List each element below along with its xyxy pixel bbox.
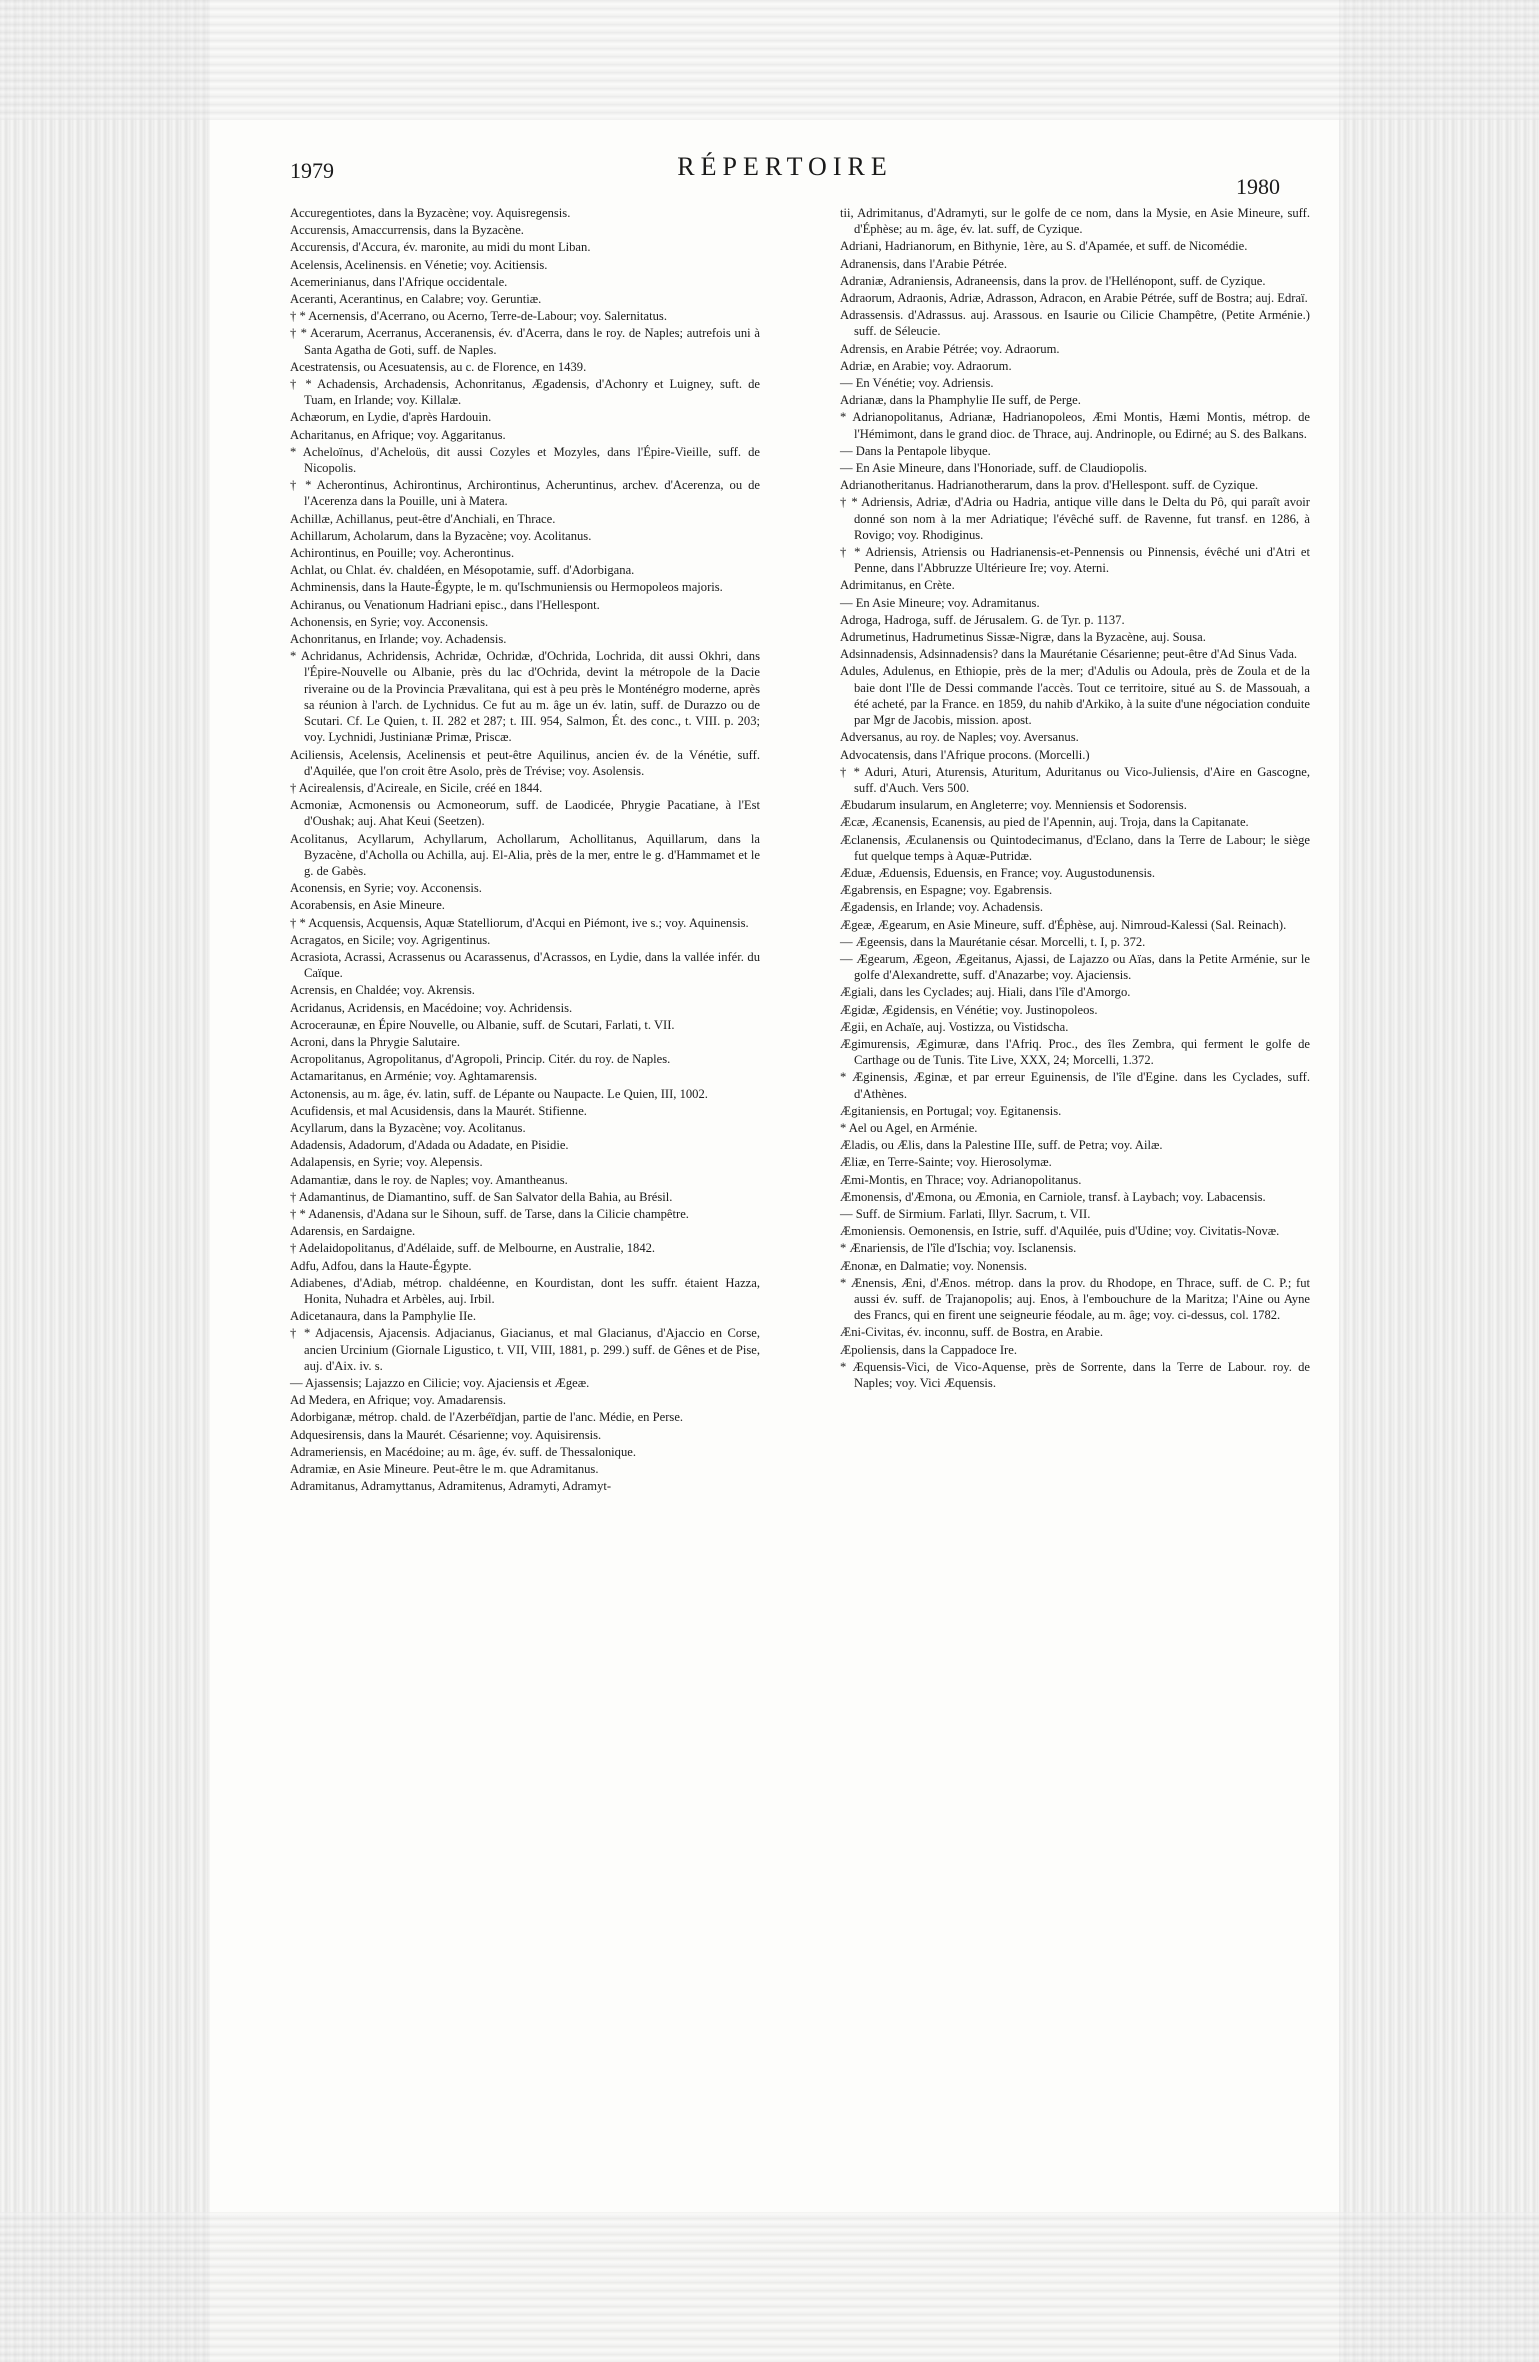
dictionary-entry: † Acirealensis, d'Acireale, en Sicile, créé en 1844. (290, 780, 543, 795)
dictionary-entry: Adrimitanus, en Crète. (840, 578, 955, 593)
dictionary-entry: Adroga, Hadroga, suff. de Jérusalem. G. de Tyr. p. 1137. (840, 612, 1125, 627)
dictionary-entry: Æni-Civitas, év. inconnu, suff. de Bostra, en Arabie. (840, 1325, 1104, 1340)
dictionary-entry: * Adrianopolitanus, Adrianæ, Hadrianopoleos, Æmi Montis, Hæmi Montis, métrop. de l'Hémimont, dans le grand dioc. de Thrace, auj. Andrinople, ou Edirné; au S. des Balkans. (840, 410, 1310, 441)
dictionary-entry: † * Acerarum, Acerranus, Acceranensis, év. d'Acerra, dans le roy. de Naples; autrefois uni à Santa Agatha de Goti, suff. de Naples. (290, 326, 760, 357)
dictionary-entry: Adrianæ, dans la Phamphylie IIe suff, de Perge. (840, 393, 1081, 408)
dictionary-entry: Accurensis, Amaccurrensis, dans la Byzacène. (290, 223, 524, 238)
dictionary-entry: † * Adriensis, Adriæ, d'Adria ou Hadria, antique ville dans le Delta du Pô, qui paraît avoir donné son nom à la mer Adriatique; l'évêché suff. de Ravenne, fut transf. en 1286, à Rovigo; voy. Rhodiginus. (840, 495, 1310, 542)
dictionary-entry: Æduæ, Æduensis, Eduensis, en France; voy. Augustodunensis. (840, 865, 1156, 880)
dictionary-entry: † Adamantinus, de Diamantino, suff. de San Salvator della Bahia, au Brésil. (290, 1189, 673, 1204)
dictionary-entry: Adadensis, Adadorum, d'Adada ou Adadate, en Pisidie. (290, 1138, 569, 1153)
dictionary-entry: † * Adriensis, Atriensis ou Hadrianensis-et-Pennensis ou Pinnensis, évêché uni d'Atri et Penne, dans l'Abbruzze Ultérieure Ire; voy. Aterni. (840, 545, 1310, 576)
left-column (290, 205, 760, 1495)
dictionary-entry: Achonensis, en Syrie; voy. Acconensis. (290, 614, 489, 629)
dictionary-entry: — Ajassensis; Lajazzo en Cilicie; voy. Ajaciensis et Ægeæ. (290, 1376, 590, 1391)
dictionary-entry: Ægimurensis, Ægimuræ, dans l'Afriq. Proc., des îles Zembra, qui ferment le golfe de Carthage ou de Tunis. Tite Live, XXX, 24; Morcelli, 1.372. (840, 1036, 1310, 1068)
dictionary-entry: Æbudarum insularum, en Angleterre; voy. Menniensis et Sodorensis. (840, 798, 1187, 813)
dictionary-entry: Adamantiæ, dans le roy. de Naples; voy. Amantheanus. (290, 1172, 568, 1187)
dictionary-entry: * Ænariensis, de l'île d'Ischia; voy. Isclanensis. (840, 1241, 1077, 1256)
dictionary-entry: Adarensis, en Sardaigne. (290, 1224, 416, 1239)
dictionary-entry: Adriæ, en Arabie; voy. Adraorum. (840, 358, 1012, 373)
dictionary-entry: — En Vénétie; voy. Adriensis. (840, 376, 994, 391)
dictionary-entry: Acyllarum, dans la Byzacène; voy. Acolitanus. (290, 1120, 526, 1135)
dictionary-entry: Adrumetinus, Hadrumetinus Sissæ-Nigræ, dans la Byzacène, auj. Sousa. (840, 630, 1206, 645)
dictionary-entry: Adrianotheritanus. Hadrianotherarum, dans la prov. d'Hellespont. suff. de Cyzique. (840, 478, 1259, 493)
dictionary-entry: Ægeæ, Ægearum, en Asie Mineure, suff. d'Éphèse, auj. Nimroud-Kalessi (Sal. Reinach). (840, 917, 1287, 932)
dictionary-entry: — Dans la Pentapole libyque. (840, 443, 991, 458)
dictionary-entry: Acmoniæ, Acmonensis ou Acmoneorum, suff. de Laodicée, Phrygie Pacatiane, à l'Est d'Oushak; auj. Ahat Keui (Seetzen). (290, 798, 760, 829)
dictionary-entry: Achminensis, dans la Haute-Égypte, le m. qu'Ischmuniensis ou Hermopoleos majoris. (290, 580, 723, 595)
dictionary-entry: Ægabrensis, en Espagne; voy. Egabrensis. (840, 883, 1053, 898)
page-number-right: 1980 (1236, 174, 1280, 199)
dictionary-entry: Acestratensis, ou Acesuatensis, au c. de Florence, en 1439. (290, 359, 587, 374)
dictionary-entry: Achonritanus, en Irlande; voy. Achadensis. (290, 632, 507, 647)
dictionary-entry: Æcæ, Æcanensis, Ecanensis, au pied de l'Apennin, auj. Troja, dans la Capitanate. (840, 815, 1249, 830)
dictionary-entry: Adorbiganæ, métrop. chald. de l'Azerbéïdjan, partie de l'anc. Médie, en Perse. (290, 1410, 684, 1425)
scan-edge-right (1339, 0, 1539, 2362)
dictionary-entry: — En Asie Mineure; voy. Adramitanus. (840, 595, 1040, 610)
dictionary-entry: Actamaritanus, en Arménie; voy. Aghtamarensis. (290, 1069, 538, 1084)
dictionary-entry: † * Adanensis, d'Adana sur le Sihoun, suff. de Tarse, dans la Cilicie champêtre. (290, 1206, 689, 1221)
scan-edge-bottom (0, 2212, 1539, 2362)
dictionary-entry: Adriani, Hadrianorum, en Bithynie, 1ère, au S. d'Apamée, et suff. de Nicomédie. (840, 239, 1248, 254)
dictionary-entry: Adraniæ, Adraniensis, Adraneensis, dans la prov. de l'Hellénopont, suff. de Cyzique. (840, 273, 1266, 288)
page-number-left: 1979 (290, 158, 334, 183)
dictionary-entry: Acorabensis, en Asie Mineure. (290, 898, 445, 913)
scan-edge-top (0, 0, 1539, 120)
dictionary-entry: Accuregentiotes, dans la Byzacène; voy. Aquisregensis. (290, 206, 571, 220)
dictionary-entry: Adiabenes, d'Adiab, métrop. chaldéenne, en Kourdistan, dont les suffr. étaient Hazza, Honita, Nuhadra et Arbèles, auj. Irbil. (290, 1275, 760, 1306)
dictionary-entry: * Acheloïnus, d'Acheloüs, dit aussi Cozyles et Mozyles, dans l'Épire-Vieille, suff. de Nicopolis. (290, 444, 760, 476)
dictionary-entry: Acropolitanus, Agropolitanus, d'Agropoli, Princip. Citér. du roy. de Naples. (290, 1052, 671, 1067)
dictionary-entry: Acufidensis, et mal Acusidensis, dans la Maurét. Stifienne. (290, 1103, 587, 1118)
dictionary-entry: Achillarum, Acholarum, dans la Byzacène; voy. Acolitanus. (290, 528, 592, 543)
dictionary-entry: Æclanensis, Æculanensis ou Quintodecimanus, d'Eclano, dans la Terre de Labour; le siège fut quelque temps à Aquæ-Putridæ. (840, 832, 1310, 863)
dictionary-entry: Adicetanaura, dans la Pamphylie IIe. (290, 1309, 477, 1324)
dictionary-entry: Ægitaniensis, en Portugal; voy. Egitanensis. (840, 1103, 1062, 1118)
dictionary-entry: Æmonensis, d'Æmona, ou Æmonia, en Carniole, transf. à Laybach; voy. Labacensis. (840, 1189, 1266, 1204)
dictionary-entry: Acridanus, Acridensis, en Macédoine; voy. Achridensis. (290, 1000, 573, 1015)
dictionary-entry: Acolitanus, Acyllarum, Achyllarum, Achollarum, Achollitanus, Aquillarum, dans la Byzacène, d'Acholla ou Achilla, auj. El-Alia, près de la mer, entre le g. d'Hammamet et le g. de Gabès. (290, 831, 760, 878)
dictionary-entry: Æmi-Montis, en Thrace; voy. Adrianopolitanus. (840, 1172, 1082, 1187)
scan-edge-left (0, 0, 210, 2362)
dictionary-entry: * Achridanus, Achridensis, Achridæ, Ochridæ, d'Ochrida, Lochrida, dit aussi Okhri, dans l'Épire-Nouvelle ou Albanie, près du lac d'Ochrida, devint la métropole de la Dacie riveraine ou de la Provincia Prævalitana, qui est à peu près le Monténégro moderne, après sa réunion à l'arch. de Lychnidus. Ce fut au m. âge un év. latin, suff. de Durazzo ou de Scutari. Cf. Le Quien, t. II. 282 et 287; t. III. 954, Salmon, Ét. des conc., t. VIII. p. 203; voy. Lychnidi, Justinianæ Primæ, Priscæ. (290, 649, 760, 745)
dictionary-entry: Acragatos, en Sicile; voy. Agrigentinus. (290, 932, 491, 947)
dictionary-entry: Adrameriensis, en Macédoine; au m. âge, év. suff. de Thessalonique. (290, 1444, 636, 1459)
dictionary-entry: Æmoniensis. Oemonensis, en Istrie, suff. d'Aquilée, puis d'Udine; voy. Civitatis-Novæ. (840, 1224, 1280, 1239)
dictionary-entry: Adversanus, au roy. de Naples; voy. Aversanus. (840, 730, 1079, 745)
dictionary-entry: Adalapensis, en Syrie; voy. Alepensis. (290, 1155, 483, 1170)
dictionary-entry: Acemerinianus, dans l'Afrique occidentale. (290, 274, 508, 289)
dictionary-entry: Aciliensis, Acelensis, Acelinensis et peut-être Aquilinus, ancien év. de la Vénétie, suff. d'Aquilée, que l'on croit être Asolo, près de Trévise; voy. Asolensis. (290, 747, 760, 778)
page-header (290, 152, 1280, 199)
dictionary-entry: Acelensis, Acelinensis. en Vénetie; voy. Acitiensis. (290, 257, 548, 272)
dictionary-entry: Adfu, Adfou, dans la Haute-Égypte. (290, 1258, 472, 1273)
dictionary-entry: Ænonæ, en Dalmatie; voy. Nonensis. (840, 1258, 1028, 1273)
dictionary-entry: — Suff. de Sirmium. Farlati, Illyr. Sacrum, t. VII. (840, 1206, 1091, 1221)
dictionary-entry: Aceranti, Acerantinus, en Calabre; voy. Geruntiæ. (290, 292, 542, 307)
dictionary-entry: — En Asie Mineure, dans l'Honoriade, suff. de Claudiopolis. (840, 461, 1148, 476)
dictionary-entry: Adramiæ, en Asie Mineure. Peut-être le m. que Adramitanus. (290, 1462, 599, 1477)
dictionary-entry: † * Acherontinus, Achirontinus, Archirontinus, Acheruntinus, archev. d'Acerenza, ou de l'Acerenza dans la Pouille, uni à Matera. (290, 478, 760, 509)
dictionary-entry: † Adelaidopolitanus, d'Adélaide, suff. de Melbourne, en Australie, 1842. (290, 1241, 656, 1256)
dictionary-entry: Acrensis, en Chaldée; voy. Akrensis. (290, 983, 475, 998)
dictionary-entry: Æliæ, en Terre-Sainte; voy. Hierosolymæ. (840, 1155, 1052, 1170)
dictionary-entry: Achillæ, Achillanus, peut-être d'Anchiali, en Thrace. (290, 511, 556, 526)
dictionary-entry: Ægii, en Achaïe, auj. Vostizza, ou Vistidscha. (840, 1019, 1069, 1034)
dictionary-entry: Acharitanus, en Afrique; voy. Aggaritanus. (290, 427, 506, 442)
dictionary-entry: Advocatensis, dans l'Afrique procons. (Morcelli.) (840, 747, 1090, 762)
dictionary-entry: — Ægearum, Ægeon, Ægeitanus, Ajassi, de Lajazzo ou Aïas, dans la Petite Arménie, sur le golfe d'Alexandrette, suff. d'Anazarbe; voy. Ajaciensis. (840, 951, 1310, 983)
dictionary-entry: * Æginensis, Æginæ, et par erreur Eguinensis, de l'île d'Egine. dans les Cyclades, suff. d'Athènes. (840, 1070, 1310, 1101)
dictionary-entry: Adrassensis. d'Adrassus. auj. Arassous. en Isaurie ou Cilicie Champêtre, (Petite Arménie.) suff. de Séleucie. (840, 308, 1310, 339)
dictionary-entry: Æpoliensis, dans la Cappadoce Ire. (840, 1342, 1017, 1357)
dictionary-entry: Adrensis, en Arabie Pétrée; voy. Adraorum. (840, 341, 1060, 356)
dictionary-entry: Achiranus, ou Venationum Hadriani episc., dans l'Hellespont. (290, 597, 600, 612)
dictionary-entry: Acrasiota, Acrassi, Acrassenus ou Acarassenus, d'Acrassos, en Lydie, dans la vallée infér. du Caïque. (290, 949, 760, 981)
dictionary-entry: Ægidæ, Ægidensis, en Vénétie; voy. Justinopoleos. (840, 1002, 1098, 1017)
dictionary-entry: Acroceraunæ, en Épire Nouvelle, ou Albanie, suff. de Scutari, Farlati, t. VII. (290, 1017, 675, 1032)
right-column (840, 205, 1310, 1392)
dictionary-entry: † * Acernensis, d'Acerrano, ou Acerno, Terre-de-Labour; voy. Salernitatus. (290, 309, 667, 324)
dictionary-entry: * Ael ou Agel, en Arménie. (840, 1120, 978, 1135)
dictionary-entry: Adranensis, dans l'Arabie Pétrée. (840, 256, 1007, 271)
dictionary-entry: — Ægeensis, dans la Maurétanie césar. Morcelli, t. I, p. 372. (840, 934, 1146, 949)
dictionary-entry: * Æquensis-Vici, de Vico-Aquense, près de Sorrente, dans la Terre de Labour. roy. de Naples; voy. Vici Æquensis. (840, 1359, 1310, 1391)
dictionary-entry: Ægadensis, en Irlande; voy. Achadensis. (840, 900, 1044, 915)
dictionary-entry: Ad Medera, en Afrique; voy. Amadarensis. (290, 1393, 507, 1408)
dictionary-entry: Adramitanus, Adramyttanus, Adramitenus, Adramyti, Adramyt- (290, 1479, 612, 1494)
dictionary-entry: Æladis, ou Ælis, dans la Palestine IIIe, suff. de Petra; voy. Ailæ. (840, 1138, 1163, 1153)
dictionary-entry: Adules, Adulenus, en Ethiopie, près de la mer; d'Adulis ou Adoula, près de Zoula et de la baie dont l'Ile de Dessi commande l'accès. Tout ce territoire, situé au S. de Massouah, a été acheté, par la France. en 1859, du nahib d'Arkiko, à la suite d'une négociation conduite par Mgr de Jacobis, mission. apost. (840, 664, 1310, 728)
dictionary-entry: † * Aduri, Aturi, Aturensis, Aturitum, Aduritanus ou Vico-Juliensis, d'Aire en Gascogne, suff. d'Auch. Vers 500. (840, 764, 1310, 795)
dictionary-entry: † * Adjacensis, Ajacensis. Adjacianus, Giacianus, et mal Glacianus, d'Ajaccio en Corse, ancien Urcinium (Giornale Ligustico, t. VII, VIII, 1881, p. 299.) suff. de Gênes et de Pise, auj. d'Aix. iv. s. (290, 1326, 760, 1373)
dictionary-entry: Acroni, dans la Phrygie Salutaire. (290, 1034, 460, 1049)
dictionary-entry: Adquesirensis, dans la Maurét. Césarienne; voy. Aquisirensis. (290, 1427, 602, 1442)
dictionary-entry: * Ænensis, Æni, d'Ænos. métrop. dans la prov. du Rhodope, en Thrace, suff. de C. P.; fut aussi év. suff. de Trajanopolis; auj. Enos, à l'embouchure de la Maritza; l'Aine ou Ayne des Francs, qui en firent une seigneurie féodale, au m. âge; voy. ci-dessus, col. 1782. (840, 1275, 1310, 1323)
dictionary-entry: Actonensis, au m. âge, év. latin, suff. de Lépante ou Naupacte. Le Quien, III, 1002. (290, 1086, 708, 1101)
dictionary-entry: Achæorum, en Lydie, d'après Hardouin. (290, 410, 492, 425)
dictionary-entry: † * Acquensis, Acquensis, Aquæ Statelliorum, d'Acqui en Piémont, ive s.; voy. Aquinensis. (290, 915, 749, 930)
dictionary-entry: Adraorum, Adraonis, Adriæ, Adrasson, Adracon, en Arabie Pétrée, suff de Bostra; auj. Edraï. (840, 291, 1308, 306)
dictionary-entry: Achirontinus, en Pouille; voy. Acherontinus. (290, 546, 515, 561)
dictionary-entry: tii, Adrimitanus, d'Adramyti, sur le golfe de ce nom, dans la Mysie, en Asie Mineure, suff. d'Éphèse; au m. âge, év. lat. suff, de Cyzique. (840, 206, 1310, 237)
dictionary-entry: Accurensis, d'Accura, év. maronite, au midi du mont Liban. (290, 240, 591, 255)
dictionary-entry: Adsinnadensis, Adsinnadensis? dans la Maurétanie Césarienne; peut-être d'Ad Sinus Vada. (840, 647, 1298, 662)
page-title: RÉPERTOIRE (677, 152, 893, 181)
dictionary-entry: Aconensis, en Syrie; voy. Acconensis. (290, 881, 482, 896)
dictionary-entry: Ægiali, dans les Cyclades; auj. Hiali, dans l'île d'Amorgo. (840, 985, 1131, 1000)
dictionary-entry: Achlat, ou Chlat. év. chaldéen, en Mésopotamie, suff. d'Adorbigana. (290, 563, 635, 578)
dictionary-entry: † * Achadensis, Archadensis, Achonritanus, Ægadensis, d'Achonry et Luigney, suft. de Tuam, en Irlande; voy. Killalæ. (290, 377, 760, 408)
